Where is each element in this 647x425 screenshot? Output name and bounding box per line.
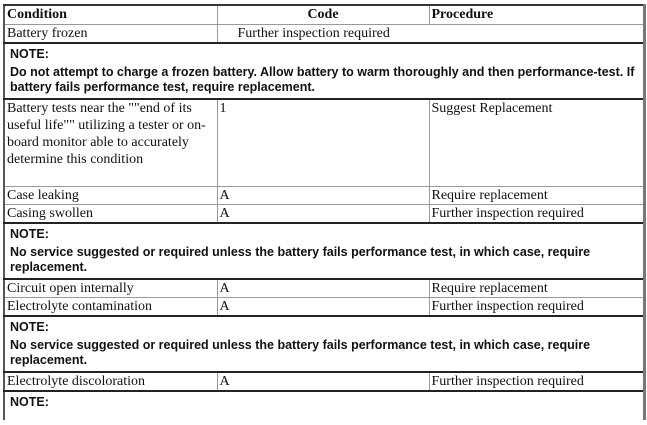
note-label: NOTE:: [10, 395, 49, 409]
note-label: NOTE:: [10, 320, 49, 334]
table-row: [4, 99, 644, 187]
code-cell: A: [217, 372, 429, 391]
condition-cell: Case leaking: [4, 187, 217, 205]
table-row: [4, 205, 644, 224]
table-row: [4, 25, 644, 44]
procedure-cell: Further inspection required: [429, 372, 644, 391]
table-row: [4, 298, 644, 317]
procedure-cell: Require replacement: [429, 279, 644, 298]
procedure-cell: Require replacement: [429, 187, 644, 205]
header-procedure: Procedure: [429, 5, 644, 25]
code-cell: A: [217, 187, 429, 205]
code-cell: A: [217, 279, 429, 298]
condition-cell: Battery tests near the ""end of its useful life"" utilizing a tester or on-board monitor able to accurately determine this condition: [4, 99, 217, 187]
note-label: NOTE:: [10, 47, 49, 61]
note-text: No service suggested or required unless the battery fails performance test, in which case, require replacement.: [10, 245, 591, 274]
procedure-cell: Further inspection required: [429, 205, 644, 224]
note-label: NOTE:: [10, 227, 49, 241]
procedure-cell: Further inspection required: [429, 298, 644, 317]
procedure-cell: Suggest Replacement: [429, 99, 644, 187]
note-row: [4, 43, 644, 99]
code-cell: 1: [217, 99, 429, 187]
condition-cell: Casing swollen: [4, 205, 217, 224]
condition-cell: Electrolyte contamination: [4, 298, 217, 317]
code-cell: A: [217, 205, 429, 224]
note-row: [4, 391, 644, 420]
table-row: [4, 187, 644, 205]
header-condition: Condition: [4, 5, 217, 25]
battery-condition-table: [3, 4, 646, 420]
condition-cell: Electrolyte discoloration: [4, 372, 217, 391]
table-row: [4, 279, 644, 298]
note-text: No service suggested or required unless the battery fails performance test, in which case, require replacement.: [10, 338, 591, 367]
condition-cell: Battery frozen: [4, 25, 217, 44]
merged-procedure-cell: Further inspection required: [217, 25, 644, 44]
note-row: [4, 223, 644, 279]
table-row: [4, 372, 644, 391]
header-row: [4, 5, 644, 25]
note-text: Do not attempt to charge a frozen battery. Allow battery to warm thoroughly and then performance-test. If battery fails performance test, require replacement.: [10, 65, 635, 94]
note-row: [4, 316, 644, 372]
header-code: Code: [217, 5, 429, 25]
condition-cell: Circuit open internally: [4, 279, 217, 298]
code-cell: A: [217, 298, 429, 317]
